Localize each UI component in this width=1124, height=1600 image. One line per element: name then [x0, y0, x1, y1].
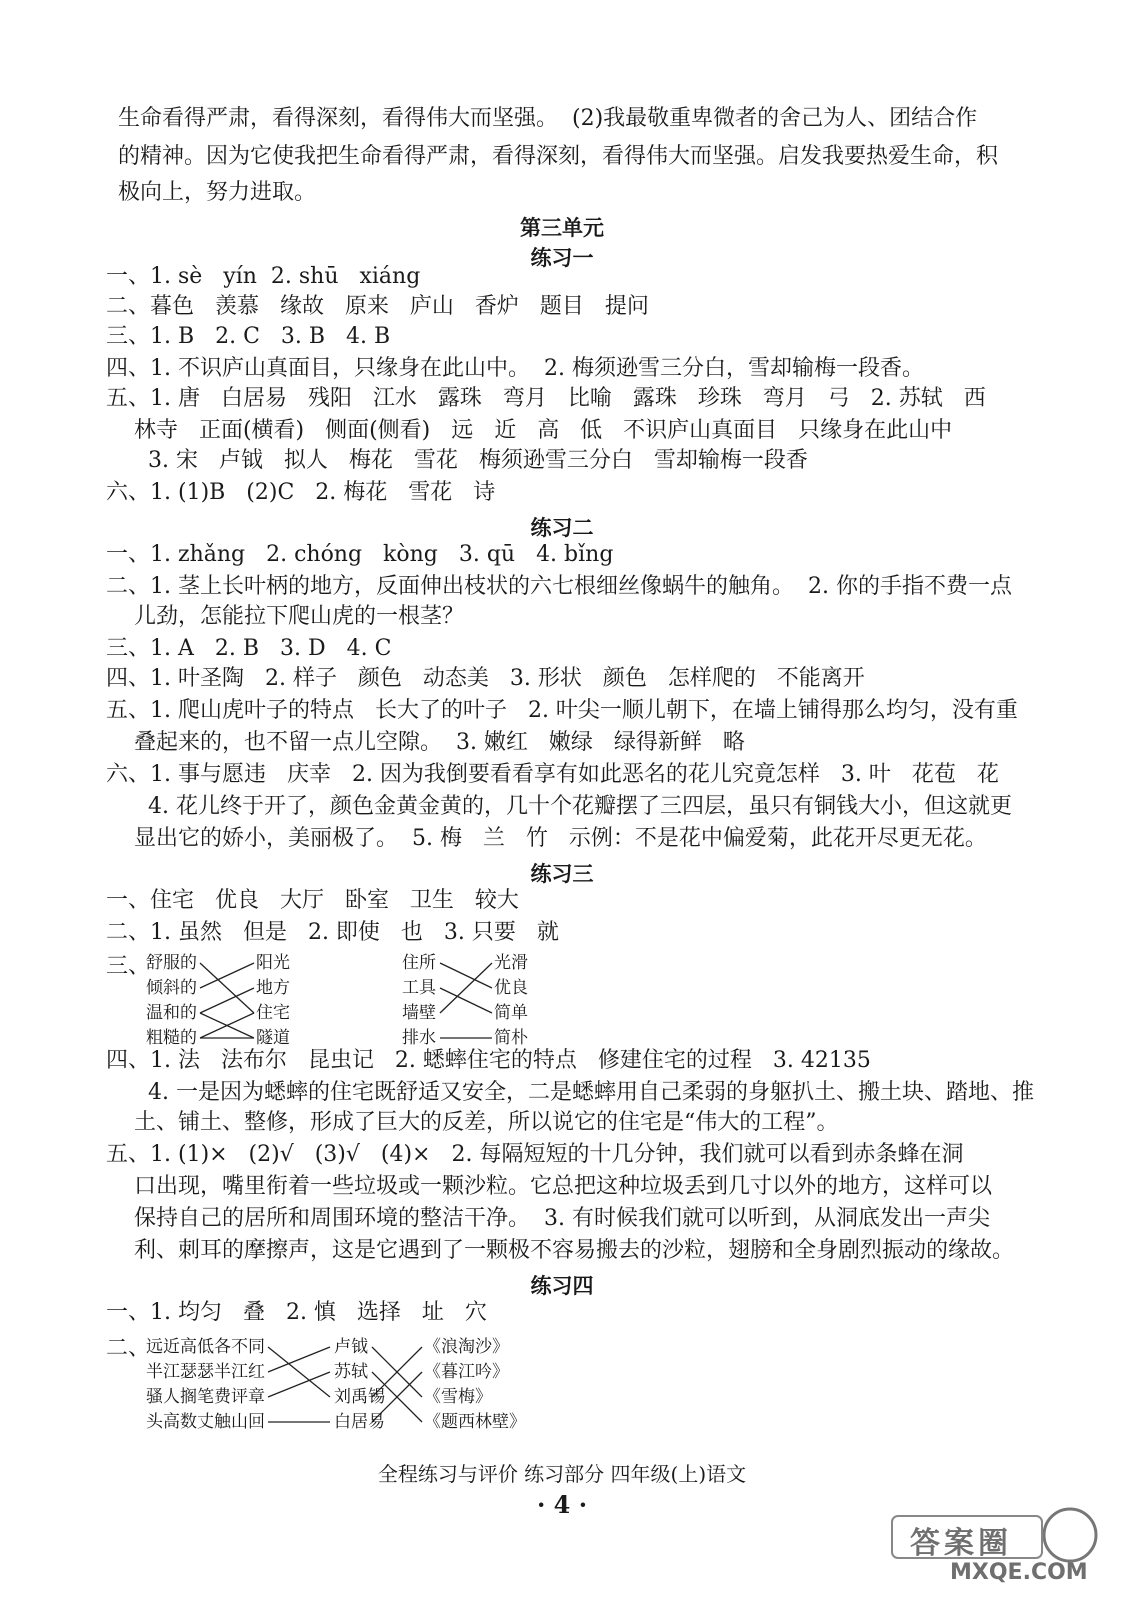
watermark-url: MXQE.COM	[950, 1560, 1088, 1585]
match-line	[200, 963, 254, 988]
match-title: 《雪梅》	[424, 1387, 492, 1407]
ex3-line: 口出现，嘴里衔着一些垃圾或一颗沙粒。它总把这种垃圾丢到几寸以外的地方，这样可以	[106, 1174, 992, 1199]
match-right-a: 住宅	[256, 1003, 290, 1023]
match-left-a: 舒服的	[146, 953, 197, 973]
ex1-line: 四、1. 不识庐山真面目，只缘身在此山中。 2. 梅须逊雪三分白，雪却输梅一段香。	[106, 356, 924, 381]
match-line	[440, 963, 492, 988]
match-right-b: 简单	[494, 1003, 528, 1023]
ex3-line: 保持自己的居所和周围环境的整洁干净。 3. 有时候我们就可以听到，从洞底发出一声尖	[106, 1206, 990, 1231]
ex1-line: 六、1. (1)B (2)C 2. 梅花 雪花 诗	[106, 480, 496, 505]
match-line	[268, 1347, 330, 1397]
match-line	[268, 1347, 330, 1372]
watermark-logo	[880, 1500, 1110, 1590]
ex2-line: 儿劲，怎能拉下爬山虎的一根茎？	[106, 604, 464, 629]
match-right-a: 隧道	[256, 1028, 290, 1048]
ex2-line: 叠起来的，也不留一点儿空隙。 3. 嫩红 嫩绿 绿得新鲜 略	[106, 730, 745, 755]
ex3-line: 4. 一是因为蟋蟀的住宅既舒适又安全，二是蟋蟀用自己柔弱的身躯扒土、搬土块、踏地、推	[106, 1080, 1034, 1105]
ex3-line: 五、1. (1)× (2)√ (3)√ (4)× 2. 每隔短短的十几分钟，我们就可以看到赤条蜂在洞	[106, 1142, 964, 1167]
intro-line-1: 生命看得严肃，看得深刻，看得伟大而坚强。 (2)我最敬重卑微者的舍己为人、团结合作	[118, 106, 978, 131]
match-left-a: 倾斜的	[146, 978, 197, 998]
match-right-b: 优良	[494, 978, 528, 998]
ex1-line: 三、1. B 2. C 3. B 4. B	[106, 324, 391, 349]
match-left-a: 温和的	[146, 1003, 197, 1023]
match-line	[268, 1372, 330, 1397]
ex3-line: 二、1. 虽然 但是 2. 即使 也 3. 只要 就	[106, 920, 559, 945]
ex1-line: 3. 宋 卢钺 拟人 梅花 雪花 梅须逊雪三分白 雪却输梅一段香	[106, 448, 808, 473]
match-poem-line: 远近高低各不同	[146, 1337, 265, 1357]
ex4-line: 一、1. 均匀 叠 2. 慎 选择 址 穴	[106, 1300, 487, 1325]
match-line	[200, 988, 254, 1013]
match-poem-line: 半江瑟瑟半江红	[146, 1362, 265, 1382]
match-line	[440, 988, 492, 1013]
ex2-line: 二、1. 茎上长叶柄的地方，反面伸出枝状的六七根细丝像蜗牛的触角。 2. 你的手指不费一点	[106, 574, 1012, 599]
match-right-a: 阳光	[256, 953, 290, 973]
unit-title: 第三单元	[520, 216, 604, 240]
match-title: 《浪淘沙》	[424, 1337, 509, 1357]
match-line	[200, 963, 254, 1013]
exercise-2-title: 练习二	[530, 516, 594, 540]
ex3-q3-label: 三、	[106, 954, 151, 979]
ex2-line: 六、1. 事与愿违 庆幸 2. 因为我倒要看看享有如此恶名的花儿究竟怎样 3. 叶 花苞 花	[106, 762, 999, 787]
match-title: 《题西林壁》	[424, 1412, 526, 1432]
ex3-line: 四、1. 法 法布尔 昆虫记 2. 蟋蟀住宅的特点 修建住宅的过程 3. 42135	[106, 1048, 871, 1073]
ex2-line: 三、1. A 2. B 3. D 4. C	[106, 636, 392, 661]
footer-text: 全程练习与评价 练习部分 四年级(上)语文	[377, 1462, 747, 1486]
ex3-line: 土、铺土、整修，形成了巨大的反差，所以说它的住宅是“伟大的工程”。	[106, 1110, 839, 1135]
page-number: · 4 ·	[536, 1490, 588, 1519]
intro-line-3: 极向上，努力进取。	[118, 180, 317, 205]
match-left-b: 工具	[402, 978, 436, 998]
match-poem-line: 头高数丈触山回	[146, 1412, 265, 1432]
match-line	[440, 963, 492, 1013]
ex1-line: 林寺 正面(横看) 侧面(侧看) 远 近 高 低 不识庐山真面目 只缘身在此山中	[106, 418, 953, 443]
match-right-b: 光滑	[494, 953, 528, 973]
exercise-1-title: 练习一	[530, 246, 594, 270]
ex3-line: 利、刺耳的摩擦声，这是它遇到了一颗极不容易搬去的沙粒，翅膀和全身剧烈振动的缘故。	[106, 1238, 1014, 1263]
match-poem-line: 骚人搁笔费评章	[146, 1387, 265, 1407]
match-author: 苏轼	[334, 1362, 368, 1382]
ex1-line: 一、1. sè yín 2. shū xiáng	[106, 264, 421, 289]
match-title: 《暮江吟》	[424, 1362, 509, 1382]
ex2-line: 显出它的娇小，美丽极了。 5. 梅 兰 竹 示例：不是花中偏爱菊，此花开尽更无花。	[106, 826, 987, 851]
ex2-line: 五、1. 爬山虎叶子的特点 长大了的叶子 2. 叶尖一顺儿朝下，在墙上铺得那么均匀，没有重	[106, 698, 1018, 723]
ex3-line: 一、住宅 优良 大厅 卧室 卫生 较大	[106, 888, 519, 913]
ex4-q2-label: 二、	[106, 1336, 151, 1361]
match-left-b: 排水	[402, 1028, 436, 1048]
exercise-4-title: 练习四	[530, 1274, 594, 1298]
match-left-a: 粗糙的	[146, 1028, 197, 1048]
intro-line-2: 的精神。因为它使我把生命看得严肃，看得深刻，看得伟大而坚强。启发我要热爱生命，积	[118, 144, 999, 169]
match-author: 白居易	[334, 1412, 385, 1432]
match-left-b: 墙壁	[402, 1003, 436, 1023]
ex2-line: 四、1. 叶圣陶 2. 样子 颜色 动态美 3. 形状 颜色 怎样爬的 不能离开	[106, 666, 865, 691]
match-author: 刘禹锡	[334, 1387, 385, 1407]
match-left-b: 住所	[402, 953, 436, 973]
match-author: 卢钺	[334, 1337, 368, 1357]
ex2-line: 一、1. zhǎng 2. chóng kòng 3. qū 4. bǐng	[106, 542, 614, 567]
ex2-line: 4. 花儿终于开了，颜色金黄金黄的，几十个花瓣摆了三四层，虽只有铜钱大小，但这就更	[106, 794, 1012, 819]
ex1-line: 五、1. 唐 白居易 残阳 江水 露珠 弯月 比喻 露珠 珍珠 弯月 弓 2. 苏轼 西	[106, 386, 986, 411]
match-right-b: 简朴	[494, 1028, 528, 1048]
match-right-a: 地方	[256, 978, 290, 998]
exercise-3-title: 练习三	[530, 862, 594, 886]
ex1-line: 二、暮色 羡慕 缘故 原来 庐山 香炉 题目 提问	[106, 294, 649, 319]
watermark-logo-text: 答案圈	[910, 1526, 1012, 1561]
